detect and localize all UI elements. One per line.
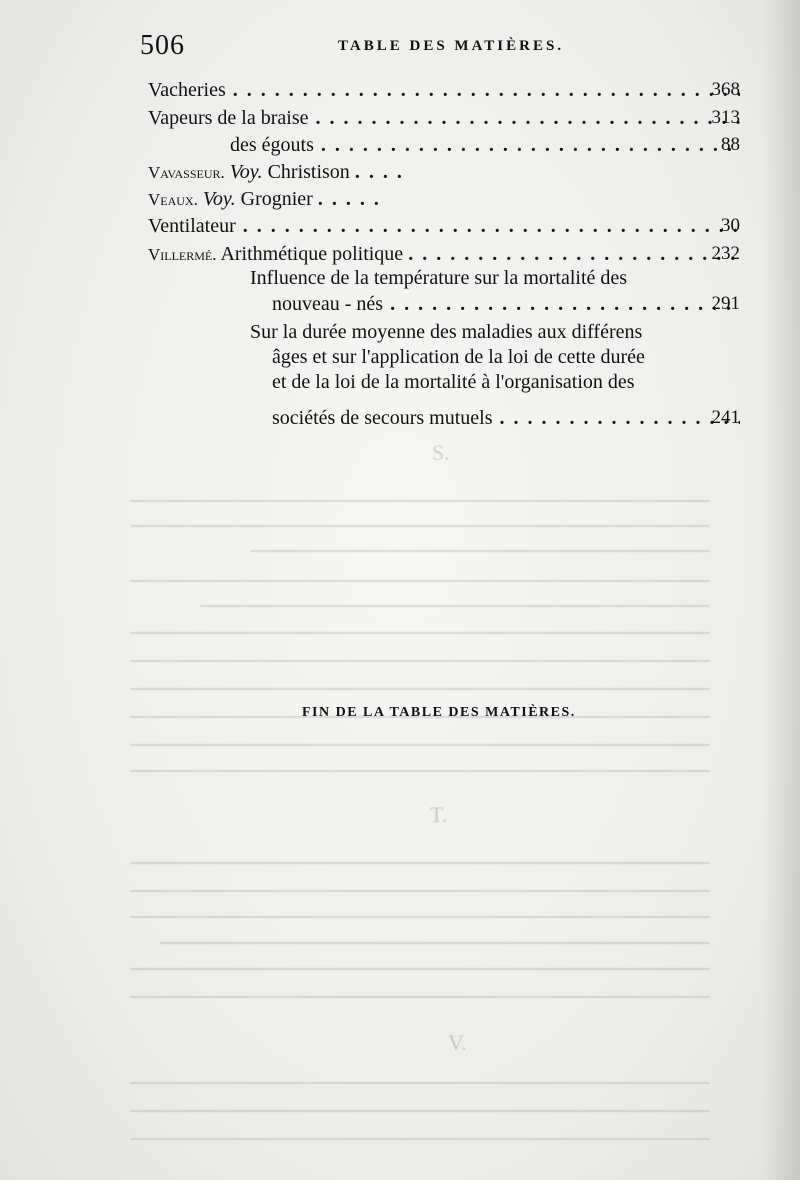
villerme-subentry-2-line-3: et de la loi de la mortalité à l'organisation des bbox=[272, 371, 635, 393]
index-entry-des-egouts bbox=[148, 131, 740, 159]
entry-term: Grognier bbox=[240, 188, 313, 210]
entry-term: Vapeurs de la braise bbox=[148, 107, 309, 129]
entry-page: 30 bbox=[721, 215, 740, 236]
running-header: TABLE DES MATIÈRES. bbox=[338, 38, 565, 54]
entry-page: 291 bbox=[711, 293, 740, 314]
entry-author: Veaux. bbox=[148, 190, 198, 209]
end-of-table-note: FIN DE LA TABLE DES MATIÈRES. bbox=[302, 705, 576, 720]
index-entry-vavasseur bbox=[148, 158, 408, 186]
entry-see-ref: Voy. bbox=[229, 161, 263, 183]
entry-page: 313 bbox=[711, 107, 740, 128]
entry-term: Christison bbox=[267, 161, 350, 183]
entry-author: Villermé. bbox=[148, 245, 217, 264]
villerme-subentry-2-line-4 bbox=[272, 404, 740, 432]
index-entry-vapeurs bbox=[148, 104, 740, 132]
villerme-subentry-2-line-1: Sur la durée moyenne des maladies aux différens bbox=[250, 321, 643, 343]
entry-term: Vacheries bbox=[148, 79, 226, 101]
entry-term: des égouts bbox=[230, 134, 314, 156]
entry-page: 88 bbox=[721, 134, 740, 155]
index-entry-ventilateur bbox=[148, 212, 740, 240]
entry-term: sociétés de secours mutuels bbox=[272, 407, 493, 429]
entry-term: Ventilateur bbox=[148, 215, 236, 237]
entry-page: 232 bbox=[711, 243, 740, 264]
villerme-subentry-2-line-2: âges et sur l'application de la loi de cette durée bbox=[272, 346, 645, 368]
entry-author: Vavasseur. bbox=[148, 163, 225, 182]
villerme-subentry-1-line-2 bbox=[272, 290, 740, 318]
entry-term: Arithmétique politique bbox=[220, 243, 404, 265]
index-entry-villerme bbox=[148, 240, 740, 268]
entry-page: 241 bbox=[711, 407, 740, 428]
index-entry-vacheries bbox=[148, 76, 740, 104]
index-entry-veaux bbox=[148, 185, 388, 213]
entry-see-ref: Voy. bbox=[202, 188, 236, 210]
entry-term: nouveau - nés bbox=[272, 293, 384, 315]
bleed-through-texture: S. T. V. bbox=[0, 0, 800, 1180]
villerme-subentry-1-line-1: Influence de la température sur la mortalité des bbox=[250, 267, 628, 289]
entry-page: 368 bbox=[711, 79, 740, 100]
page-number: 506 bbox=[140, 30, 185, 61]
